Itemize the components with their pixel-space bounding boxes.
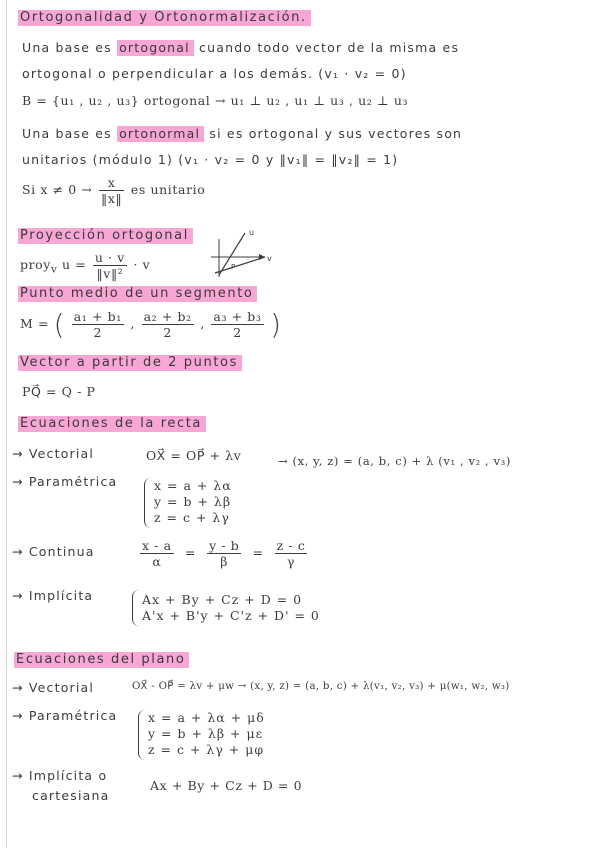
formula-plano-implicita: Ax + By + Cz + D = 0 <box>150 778 303 793</box>
formula-midpoint: M = ( $\frac{\text{a₁ + b₁}}{2}$ , $\frac{\text{a₂ + b₂}}{2}$ , $\frac{\text{a₃ + b₃}}{2}$ ) <box>20 308 282 341</box>
label-recta-parametrica: → Paramétrica <box>12 474 118 489</box>
text-line: ortogonal o perpendicular a los demás. (v₁ · v₂ = 0) <box>22 66 407 81</box>
label-recta-continua: → Continua <box>12 544 95 559</box>
formula-recta-continua: $\frac{x - a}{\alpha}$ = $\frac{y - b}{\beta}$ = $\frac{z - c}{\gamma}$ <box>142 538 306 569</box>
diagram-v-axis <box>215 257 265 273</box>
label-plano-cartesiana: cartesiana <box>32 788 110 803</box>
formula-projection: proy$_v$ u = $\frac{u \cdot v}{\text{‖v‖²}}$ · v <box>20 250 151 281</box>
formula-unit-vector: Si x ≠ 0 → $\frac{x}{‖x‖}$ es unitario <box>22 175 206 206</box>
brace-plano-parametrica <box>138 710 145 760</box>
text-line: Una base es ortonormal si es ortogonal y sus vectores son <box>22 126 463 141</box>
formula-vector-pq: PQ⃗ = Q - P <box>22 384 96 399</box>
section-title-recta: Ecuaciones de la recta <box>18 416 206 431</box>
system-recta-implicita: Ax + By + Cz + D = 0 A'x + B'y + C'z + D' = 0 <box>142 592 320 623</box>
label-plano-implicita: → Implícita o <box>12 768 108 783</box>
section-title-punto-medio: Punto medio de un segmento <box>18 286 257 301</box>
diagram-label-u: u <box>249 228 255 237</box>
section-title-ortogonalidad: Ortogonalidad y Ortonormalización. <box>18 10 311 25</box>
label-plano-parametrica: → Paramétrica <box>12 708 118 723</box>
label-plano-vectorial: → Vectorial <box>12 680 95 695</box>
brace-recta-implicita <box>132 590 139 626</box>
formula-plano-vectorial: OX⃗ - OP⃗ = λv + μw → (x, y, z) = (a, b, c) + λ(v₁, v₂, v₃) + μ(w₁, w₂, w₃) <box>132 681 510 692</box>
margin-line <box>6 0 7 848</box>
system-plano-parametrica: x = a + λα + μδ y = b + λβ + με z = c + λγ + μφ <box>148 710 265 757</box>
formula-orthogonal-base: B = {u₁ , u₂ , u₃} ortogonal → u₁ ⊥ u₂ , u₁ ⊥ u₃ , u₂ ⊥ u₃ <box>22 93 409 108</box>
text-line: unitarios (módulo 1) (v₁ · v₂ = 0 y ‖v₁‖ = ‖v₂‖ = 1) <box>22 152 399 167</box>
diagram-label-v: v <box>267 254 272 263</box>
formula-recta-vectorial-expansion: → (x, y, z) = (a, b, c) + λ (v₁ , v₂ , v₃) <box>278 454 511 468</box>
brace-recta-parametrica <box>144 478 151 528</box>
diagram-label-p: P <box>231 263 236 271</box>
section-title-proyeccion: Proyección ortogonal <box>18 228 193 243</box>
formula-recta-vectorial: OX⃗ = OP⃗ + λv <box>146 448 242 463</box>
text-line: Una base es ortogonal cuando todo vector de la misma es <box>22 40 460 55</box>
system-recta-parametrica: x = a + λα y = b + λβ z = c + λγ <box>154 478 232 525</box>
section-title-plano: Ecuaciones del plano <box>14 652 189 667</box>
diagram-arrowhead <box>259 254 265 260</box>
section-title-vector-dos-puntos: Vector a partir de 2 puntos <box>18 355 242 370</box>
label-recta-implicita: → Implícita <box>12 588 94 603</box>
label-recta-vectorial: → Vectorial <box>12 446 95 461</box>
projection-diagram <box>205 225 275 280</box>
